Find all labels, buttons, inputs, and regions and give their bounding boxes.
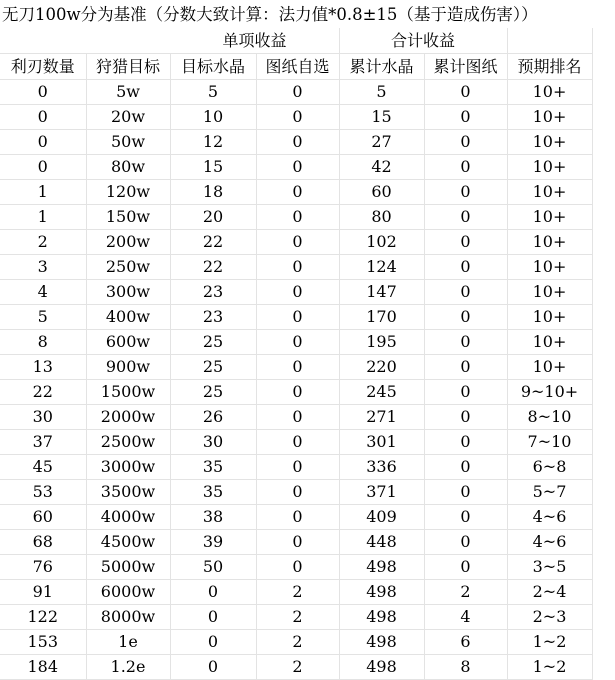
blueprint-choice-cell[interactable]: 0 — [256, 80, 339, 105]
blade-count-cell[interactable]: 22 — [0, 380, 86, 405]
target-crystal-cell[interactable]: 25 — [170, 380, 256, 405]
blueprint-choice-cell[interactable]: 0 — [256, 330, 339, 355]
table-row — [0, 530, 592, 555]
total-crystal-cell[interactable]: 498 — [339, 555, 424, 580]
blueprint-choice-cell[interactable]: 0 — [256, 230, 339, 255]
total-blueprint-cell[interactable]: 8 — [424, 655, 507, 680]
expected-rank-cell[interactable]: 10+ — [507, 205, 592, 230]
target-crystal-cell[interactable]: 50 — [170, 555, 256, 580]
expected-rank-cell[interactable]: 10+ — [507, 280, 592, 305]
hunt-target-cell[interactable]: 600w — [86, 330, 170, 355]
blade-count-cell[interactable]: 60 — [0, 505, 86, 530]
total-blueprint-cell[interactable]: 0 — [424, 180, 507, 205]
total-crystal-cell[interactable]: 102 — [339, 230, 424, 255]
table-row — [0, 105, 592, 130]
hunt-target-cell[interactable]: 300w — [86, 280, 170, 305]
target-crystal-cell[interactable]: 5 — [170, 80, 256, 105]
blueprint-choice-cell[interactable]: 0 — [256, 255, 339, 280]
table-row — [0, 555, 592, 580]
blueprint-choice-cell[interactable]: 0 — [256, 130, 339, 155]
table-row — [0, 455, 592, 480]
expected-rank-cell[interactable]: 9~10+ — [507, 380, 592, 405]
data-table — [0, 28, 593, 680]
total-crystal-cell[interactable]: 498 — [339, 655, 424, 680]
expected-rank-cell[interactable]: 10+ — [507, 155, 592, 180]
target-crystal-cell[interactable]: 38 — [170, 505, 256, 530]
table-row — [0, 655, 592, 680]
total-blueprint-cell[interactable]: 0 — [424, 555, 507, 580]
blueprint-choice-cell[interactable]: 2 — [256, 580, 339, 605]
table-row — [0, 130, 592, 155]
hunt-target-cell[interactable]: 6000w — [86, 580, 170, 605]
total-crystal-cell[interactable]: 195 — [339, 330, 424, 355]
blueprint-choice-cell[interactable]: 0 — [256, 530, 339, 555]
table-row — [0, 180, 592, 205]
expected-rank-cell[interactable]: 6~8 — [507, 455, 592, 480]
hunt-target-cell[interactable]: 1.2e — [86, 655, 170, 680]
target-crystal-cell[interactable]: 20 — [170, 205, 256, 230]
total-crystal-cell[interactable]: 498 — [339, 605, 424, 630]
hunt-target-cell[interactable]: 200w — [86, 230, 170, 255]
hunt-target-cell[interactable]: 900w — [86, 355, 170, 380]
blade-count-cell[interactable]: 0 — [0, 80, 86, 105]
hunt-target-cell[interactable]: 8000w — [86, 605, 170, 630]
table-row — [0, 355, 592, 380]
hunt-target-cell[interactable]: 400w — [86, 305, 170, 330]
expected-rank-cell[interactable]: 1~2 — [507, 630, 592, 655]
blueprint-choice-cell[interactable]: 0 — [256, 380, 339, 405]
blueprint-choice-cell[interactable]: 0 — [256, 430, 339, 455]
hunt-target-cell[interactable]: 1e — [86, 630, 170, 655]
hunt-target-cell[interactable]: 5w — [86, 80, 170, 105]
total-crystal-cell[interactable]: 498 — [339, 630, 424, 655]
total-blueprint-cell[interactable]: 0 — [424, 330, 507, 355]
blade-count-cell[interactable]: 122 — [0, 605, 86, 630]
blueprint-choice-cell[interactable]: 0 — [256, 455, 339, 480]
table-row — [0, 605, 592, 630]
blade-count-cell[interactable]: 0 — [0, 130, 86, 155]
total-crystal-cell[interactable]: 301 — [339, 430, 424, 455]
col-header-total-crystal[interactable]: 累计水晶 — [339, 54, 424, 80]
col-header-total-blueprint[interactable]: 累计图纸 — [424, 54, 507, 80]
column-header-row — [0, 54, 592, 80]
total-crystal-cell[interactable]: 5 — [339, 80, 424, 105]
total-crystal-cell[interactable]: 245 — [339, 380, 424, 405]
target-crystal-cell[interactable]: 23 — [170, 305, 256, 330]
hunt-target-cell[interactable]: 4000w — [86, 505, 170, 530]
group-header-row — [0, 28, 592, 54]
blade-count-cell[interactable]: 91 — [0, 580, 86, 605]
hunt-target-cell[interactable]: 2500w — [86, 430, 170, 455]
expected-rank-cell[interactable]: 10+ — [507, 230, 592, 255]
target-crystal-cell[interactable]: 22 — [170, 230, 256, 255]
col-header-target-crystal[interactable]: 目标水晶 — [170, 54, 256, 80]
total-crystal-cell[interactable]: 80 — [339, 205, 424, 230]
total-blueprint-cell[interactable]: 0 — [424, 505, 507, 530]
blade-count-cell[interactable]: 30 — [0, 405, 86, 430]
total-blueprint-cell[interactable]: 0 — [424, 380, 507, 405]
expected-rank-cell[interactable]: 10+ — [507, 305, 592, 330]
table-row — [0, 630, 592, 655]
col-header-expected-rank[interactable]: 预期排名 — [507, 54, 592, 80]
total-blueprint-cell[interactable]: 0 — [424, 405, 507, 430]
blade-count-cell[interactable]: 4 — [0, 280, 86, 305]
total-blueprint-cell[interactable]: 0 — [424, 130, 507, 155]
table-row — [0, 330, 592, 355]
blueprint-choice-cell[interactable]: 0 — [256, 155, 339, 180]
total-blueprint-cell[interactable]: 2 — [424, 580, 507, 605]
blueprint-choice-cell[interactable]: 0 — [256, 355, 339, 380]
total-blueprint-cell[interactable]: 0 — [424, 155, 507, 180]
total-crystal-cell[interactable]: 27 — [339, 130, 424, 155]
table-row — [0, 505, 592, 530]
total-blueprint-cell[interactable]: 6 — [424, 630, 507, 655]
blade-count-cell[interactable]: 3 — [0, 255, 86, 280]
total-blueprint-cell[interactable]: 0 — [424, 80, 507, 105]
blade-count-cell[interactable]: 184 — [0, 655, 86, 680]
total-blueprint-cell[interactable]: 0 — [424, 355, 507, 380]
expected-rank-cell[interactable]: 10+ — [507, 355, 592, 380]
blade-count-cell[interactable]: 1 — [0, 205, 86, 230]
total-crystal-cell[interactable]: 15 — [339, 105, 424, 130]
table-row — [0, 205, 592, 230]
target-crystal-cell[interactable]: 12 — [170, 130, 256, 155]
hunt-target-cell[interactable]: 1500w — [86, 380, 170, 405]
table-row — [0, 430, 592, 455]
total-crystal-cell[interactable]: 147 — [339, 280, 424, 305]
target-crystal-cell[interactable]: 10 — [170, 105, 256, 130]
hunt-target-cell[interactable]: 20w — [86, 105, 170, 130]
target-crystal-cell[interactable]: 0 — [170, 630, 256, 655]
hunt-target-cell[interactable]: 150w — [86, 205, 170, 230]
table-row — [0, 155, 592, 180]
expected-rank-cell[interactable]: 10+ — [507, 255, 592, 280]
col-header-blueprint-choice[interactable]: 图纸自选 — [256, 54, 339, 80]
table-row — [0, 580, 592, 605]
total-blueprint-cell[interactable]: 0 — [424, 430, 507, 455]
total-crystal-cell[interactable]: 336 — [339, 455, 424, 480]
blade-count-cell[interactable]: 13 — [0, 355, 86, 380]
total-crystal-cell[interactable]: 124 — [339, 255, 424, 280]
table-row — [0, 80, 592, 105]
expected-rank-cell[interactable]: 3~5 — [507, 555, 592, 580]
hunt-target-cell[interactable]: 80w — [86, 155, 170, 180]
hunt-target-cell[interactable]: 5000w — [86, 555, 170, 580]
target-crystal-cell[interactable]: 0 — [170, 580, 256, 605]
blueprint-choice-cell[interactable]: 0 — [256, 280, 339, 305]
target-crystal-cell[interactable]: 25 — [170, 330, 256, 355]
blade-count-cell[interactable]: 0 — [0, 155, 86, 180]
group-header-total[interactable]: 合计收益 — [339, 28, 507, 54]
total-blueprint-cell[interactable]: 0 — [424, 455, 507, 480]
table-row — [0, 280, 592, 305]
total-crystal-cell[interactable]: 42 — [339, 155, 424, 180]
target-crystal-cell[interactable]: 25 — [170, 355, 256, 380]
total-blueprint-cell[interactable]: 0 — [424, 480, 507, 505]
expected-rank-cell[interactable]: 2~4 — [507, 580, 592, 605]
expected-rank-cell[interactable]: 8~10 — [507, 405, 592, 430]
blueprint-choice-cell[interactable]: 0 — [256, 180, 339, 205]
total-blueprint-cell[interactable]: 0 — [424, 205, 507, 230]
group-header-cell[interactable] — [86, 28, 170, 54]
blueprint-choice-cell[interactable]: 0 — [256, 480, 339, 505]
blueprint-choice-cell[interactable]: 0 — [256, 105, 339, 130]
blueprint-choice-cell[interactable]: 0 — [256, 505, 339, 530]
blueprint-choice-cell[interactable]: 0 — [256, 555, 339, 580]
total-crystal-cell[interactable]: 170 — [339, 305, 424, 330]
col-header-blade-count[interactable]: 利刃数量 — [0, 54, 86, 80]
blade-count-cell[interactable]: 153 — [0, 630, 86, 655]
target-crystal-cell[interactable]: 39 — [170, 530, 256, 555]
expected-rank-cell[interactable]: 10+ — [507, 105, 592, 130]
blade-count-cell[interactable]: 1 — [0, 180, 86, 205]
expected-rank-cell[interactable]: 10+ — [507, 180, 592, 205]
table-row — [0, 230, 592, 255]
expected-rank-cell[interactable]: 5~7 — [507, 480, 592, 505]
target-crystal-cell[interactable]: 18 — [170, 180, 256, 205]
expected-rank-cell[interactable]: 10+ — [507, 80, 592, 105]
total-crystal-cell[interactable]: 371 — [339, 480, 424, 505]
total-crystal-cell[interactable]: 271 — [339, 405, 424, 430]
expected-rank-cell[interactable]: 4~6 — [507, 530, 592, 555]
blade-count-cell[interactable]: 2 — [0, 230, 86, 255]
target-crystal-cell[interactable]: 23 — [170, 280, 256, 305]
blade-count-cell[interactable]: 8 — [0, 330, 86, 355]
target-crystal-cell[interactable]: 0 — [170, 655, 256, 680]
total-blueprint-cell[interactable]: 4 — [424, 605, 507, 630]
target-crystal-cell[interactable]: 26 — [170, 405, 256, 430]
expected-rank-cell[interactable]: 7~10 — [507, 430, 592, 455]
expected-rank-cell[interactable]: 4~6 — [507, 505, 592, 530]
expected-rank-cell[interactable]: 2~3 — [507, 605, 592, 630]
target-crystal-cell[interactable]: 22 — [170, 255, 256, 280]
blueprint-choice-cell[interactable]: 0 — [256, 305, 339, 330]
group-header-single[interactable]: 单项收益 — [170, 28, 339, 54]
target-crystal-cell[interactable]: 35 — [170, 480, 256, 505]
expected-rank-cell[interactable]: 10+ — [507, 330, 592, 355]
table-row — [0, 405, 592, 430]
blade-count-cell[interactable]: 53 — [0, 480, 86, 505]
group-header-cell[interactable] — [507, 28, 592, 54]
blueprint-choice-cell[interactable]: 2 — [256, 630, 339, 655]
table-row — [0, 305, 592, 330]
blade-count-cell[interactable]: 37 — [0, 430, 86, 455]
blueprint-choice-cell[interactable]: 2 — [256, 655, 339, 680]
target-crystal-cell[interactable]: 30 — [170, 430, 256, 455]
total-crystal-cell[interactable]: 448 — [339, 530, 424, 555]
sheet-title[interactable]: 无刀100w分为基准（分数大致计算：法力值*0.8±15（基于造成伤害）） — [2, 5, 538, 24]
table-row — [0, 480, 592, 505]
total-blueprint-cell[interactable]: 0 — [424, 105, 507, 130]
total-blueprint-cell[interactable]: 0 — [424, 255, 507, 280]
hunt-target-cell[interactable]: 120w — [86, 180, 170, 205]
group-header-cell[interactable] — [0, 28, 86, 54]
expected-rank-cell[interactable]: 10+ — [507, 130, 592, 155]
blade-count-cell[interactable]: 76 — [0, 555, 86, 580]
table-row — [0, 380, 592, 405]
total-crystal-cell[interactable]: 220 — [339, 355, 424, 380]
total-blueprint-cell[interactable]: 0 — [424, 280, 507, 305]
total-blueprint-cell[interactable]: 0 — [424, 230, 507, 255]
total-crystal-cell[interactable]: 409 — [339, 505, 424, 530]
blueprint-choice-cell[interactable]: 0 — [256, 405, 339, 430]
blade-count-cell[interactable]: 68 — [0, 530, 86, 555]
hunt-target-cell[interactable]: 3500w — [86, 480, 170, 505]
hunt-target-cell[interactable]: 2000w — [86, 405, 170, 430]
hunt-target-cell[interactable]: 50w — [86, 130, 170, 155]
total-crystal-cell[interactable]: 60 — [339, 180, 424, 205]
blade-count-cell[interactable]: 0 — [0, 105, 86, 130]
target-crystal-cell[interactable]: 0 — [170, 605, 256, 630]
hunt-target-cell[interactable]: 3000w — [86, 455, 170, 480]
blade-count-cell[interactable]: 45 — [0, 455, 86, 480]
expected-rank-cell[interactable]: 1~2 — [507, 655, 592, 680]
blueprint-choice-cell[interactable]: 2 — [256, 605, 339, 630]
hunt-target-cell[interactable]: 4500w — [86, 530, 170, 555]
blade-count-cell[interactable]: 5 — [0, 305, 86, 330]
total-blueprint-cell[interactable]: 0 — [424, 530, 507, 555]
total-blueprint-cell[interactable]: 0 — [424, 305, 507, 330]
table-row — [0, 255, 592, 280]
col-header-hunt-target[interactable]: 狩猎目标 — [86, 54, 170, 80]
hunt-target-cell[interactable]: 250w — [86, 255, 170, 280]
target-crystal-cell[interactable]: 15 — [170, 155, 256, 180]
target-crystal-cell[interactable]: 35 — [170, 455, 256, 480]
blueprint-choice-cell[interactable]: 0 — [256, 205, 339, 230]
total-crystal-cell[interactable]: 498 — [339, 580, 424, 605]
